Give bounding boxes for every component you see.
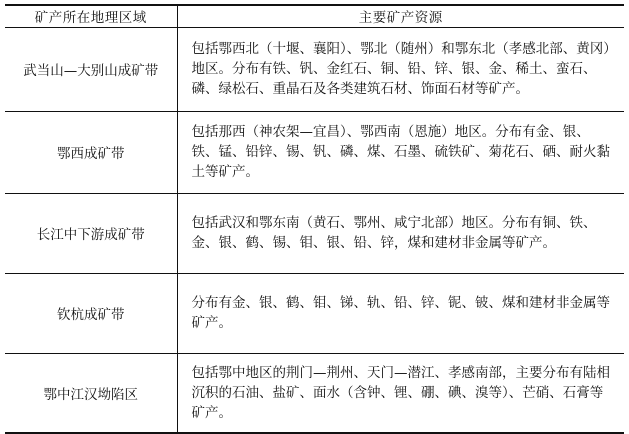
resources-cell: 包括那西（神农架—宜昌）、鄂西南（恩施）地区。分布有金、银、铁、锰、铅锌、锡、钒、磷、煤、石墨、硫铁矿、菊花石、硒、耐火黏土等矿产。 [191, 124, 610, 180]
region-cell: 钦杭成矿带 [5, 273, 177, 353]
region-cell: 鄂西成矿带 [5, 111, 177, 193]
table-row [5, 353, 624, 433]
table-row [5, 273, 624, 353]
region-cell: 鄂中江汉坳陷区 [5, 353, 177, 433]
resources-cell: 分布有金、银、鹤、钼、锑、轨、铅、锌、铌、铍、煤和建材非金属等矿产。 [191, 295, 610, 331]
table-body [5, 27, 624, 433]
table-header [5, 5, 624, 27]
header-resources: 主要矿产资源 [358, 10, 443, 27]
header-row [5, 5, 624, 27]
region-cell: 长江中下游成矿带 [5, 193, 177, 273]
header-region: 矿产所在地理区域 [5, 5, 177, 27]
region-cell: 武当山—大别山成矿带 [5, 27, 177, 111]
resources-cell: 包括鄂西北（十堰、襄阳）、鄂北（随州）和鄂东北（孝感北部、黄冈）地区。分布有铁、钒、金红石、铜、铅、锌、银、金、稀土、蛮石、磷、绿松石、重晶石及各类建筑石材、饰面石材等矿产。 [191, 41, 610, 97]
resources-cell: 包括鄂中地区的荆门—荆州、天门—潜江、孝感南部，主要分布有陆相沉积的石油、盐矿、面水（含钟、锂、硼、碘、溴等）、芒硝、石膏等矿产。 [191, 364, 610, 421]
table-row [5, 111, 624, 193]
resources-cell: 包括武汉和鄂东南（黄石、鄂州、咸宁北部）地区。分布有铜、铁、金、银、鹤、锡、钼、银、铅、锌，煤和建材非金属等矿产。 [191, 215, 597, 251]
table-row [5, 193, 624, 273]
mineral-regions-table [5, 4, 624, 434]
table-row [5, 27, 624, 111]
